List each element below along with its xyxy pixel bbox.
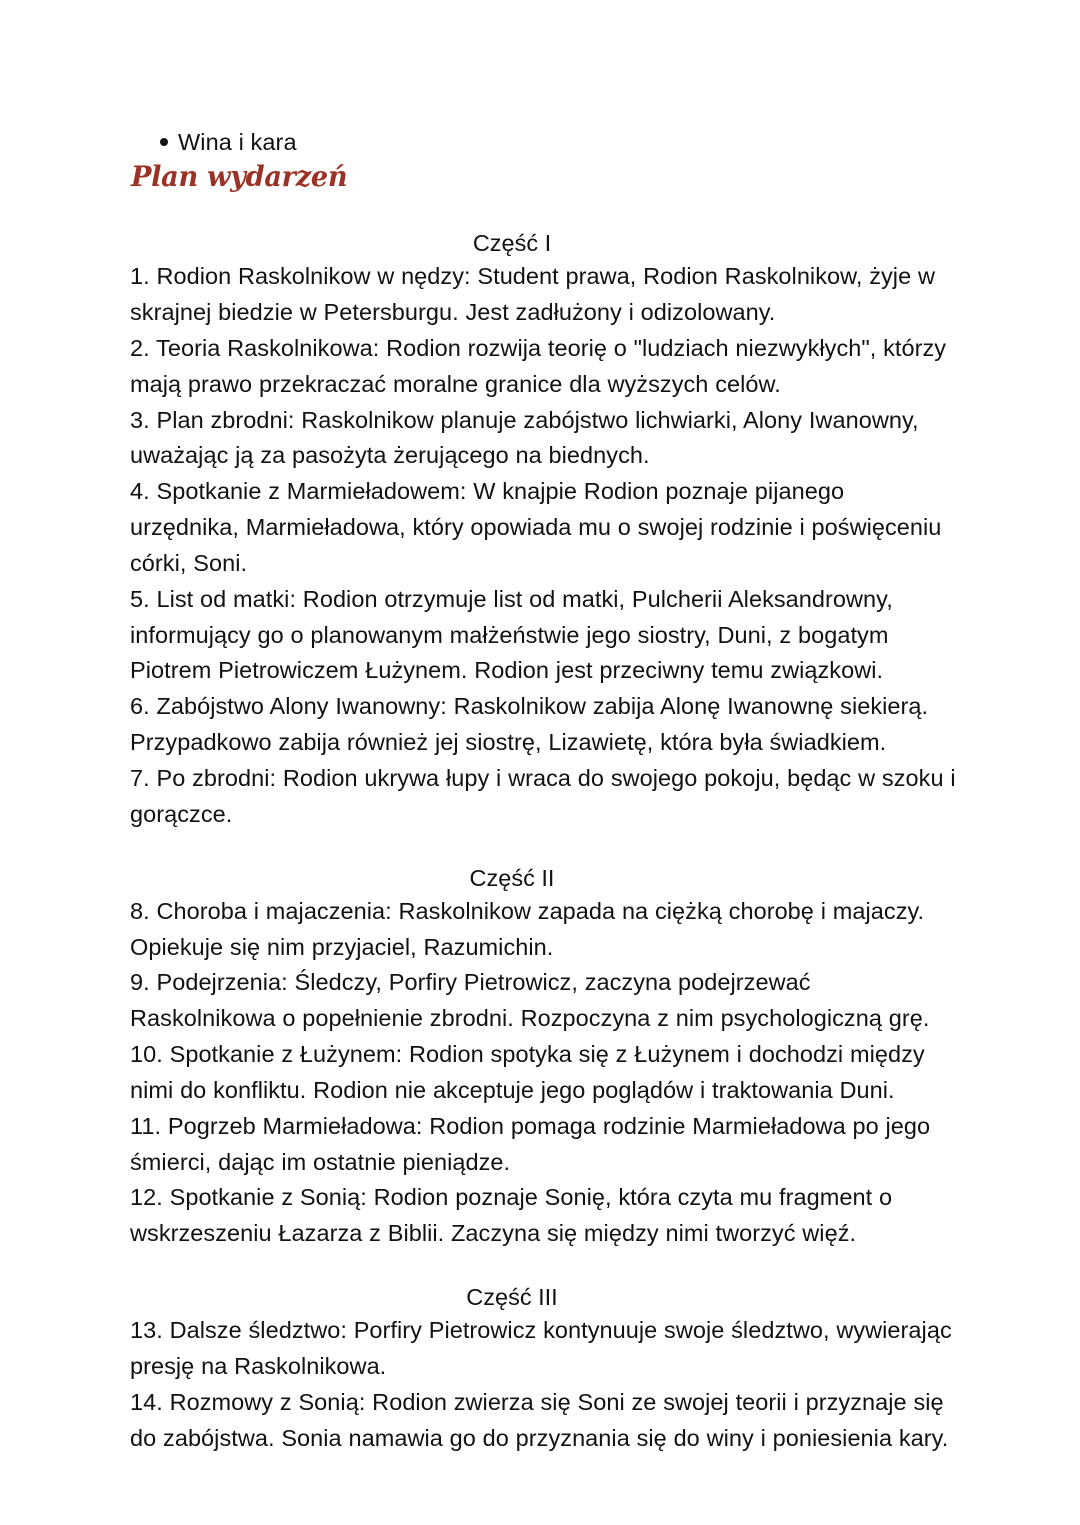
plan-item: 14. Rozmowy z Sonią: Rodion zwierza się Soni ze swojej teorii i przyznaje się do zabójstwa. Sonia namawia go do przyznania się do winy i poniesienia kary. — [130, 1388, 949, 1451]
part-item-list — [130, 259, 956, 832]
plan-item: 3. Plan zbrodni: Raskolnikow planuje zabójstwo lichwiarki, Alony Iwanowny, uważając ją za pasożyta żerującego na biednych. — [130, 406, 919, 469]
part-item-list — [130, 894, 956, 1252]
part-heading: Część I — [472, 230, 552, 256]
plan-item: 10. Spotkanie z Łużynem: Rodion spotyka się z Łużynem i dochodzi między nimi do konfliktu. Rodion nie akceptuje jego poglądów i traktowania Duni. — [130, 1041, 925, 1103]
bullet-item-label: Wina i kara — [178, 129, 297, 155]
plan-item: 4. Spotkanie z Marmieładowem: W knajpie Rodion poznaje pijanego urzędnika, Marmieładowa, który opowiada mu o swojej rodzinie i poświęceniu córki, Soni. — [130, 478, 942, 576]
part-item-list — [130, 1313, 956, 1456]
plan-item: 7. Po zbrodni: Rodion ukrywa łupy i wraca do swojego pokoju, będąc w szoku i gorączce. — [130, 764, 956, 827]
part-section-1 — [130, 228, 956, 833]
list-item — [130, 126, 950, 158]
bullet-dot-icon — [160, 138, 168, 146]
plan-item: 13. Dalsze śledztwo: Porfiry Pietrowicz kontynuuje swoje śledztwo, wywierając presję na Raskolnikowa. — [130, 1317, 952, 1380]
plan-item: 12. Spotkanie z Sonią: Rodion poznaje Sonię, która czyta mu fragment o wskrzeszeniu Łazarza z Biblii. Zaczyna się między nimi tworzyć więź. — [130, 1184, 893, 1247]
part-heading: Część III — [466, 1284, 558, 1311]
part-section-2 — [130, 863, 956, 1253]
plan-item: 1. Rodion Raskolnikow w nędzy: Student prawa, Rodion Raskolnikow, żyje w skrajnej biedzie w Petersburgu. Jest zadłużony i odizolowany. — [130, 263, 936, 326]
plan-item: 2. Teoria Raskolnikowa: Rodion rozwija teorię o "ludziach niezwykłych", którzy mają prawo przekraczać moralne granice dla wyższych celów. — [130, 334, 947, 397]
topic-bullet-list — [130, 126, 950, 158]
plan-item: 8. Choroba i majaczenia: Raskolnikow zapada na ciężką chorobę i majaczy. Opiekuje się nim przyjaciel, Razumichin. — [130, 897, 925, 960]
page-title: Plan wydarzeń — [131, 160, 348, 193]
part-heading: Część II — [469, 864, 555, 891]
part-section-3 — [130, 1282, 956, 1457]
document-body — [130, 228, 956, 1457]
plan-item: 5. List od matki: Rodion otrzymuje list od matki, Pulcherii Aleksandrowny, informujący go o planowanym małżeństwie jego siostry, Duni, z bogatym Piotrem Pietrowiczem Łużynem. Rodion jest przeciwny temu związkowi. — [130, 585, 893, 684]
plan-item: 6. Zabójstwo Alony Iwanowny: Raskolnikow zabija Alonę Iwanownę siekierą. Przypadkowo zabija również jej siostrę, Lizawietę, która była świadkiem. — [130, 693, 929, 756]
plan-item: 11. Pogrzeb Marmieładowa: Rodion pomaga rodzinie Marmieładowa po jego śmierci, dając im ostatnie pieniądze. — [130, 1112, 931, 1175]
plan-item: 9. Podejrzenia: Śledczy, Porfiry Pietrowicz, zaczyna podejrzewać Raskolnikowa o popełnienie zbrodni. Rozpoczyna z nim psychologiczną grę. — [130, 969, 930, 1032]
